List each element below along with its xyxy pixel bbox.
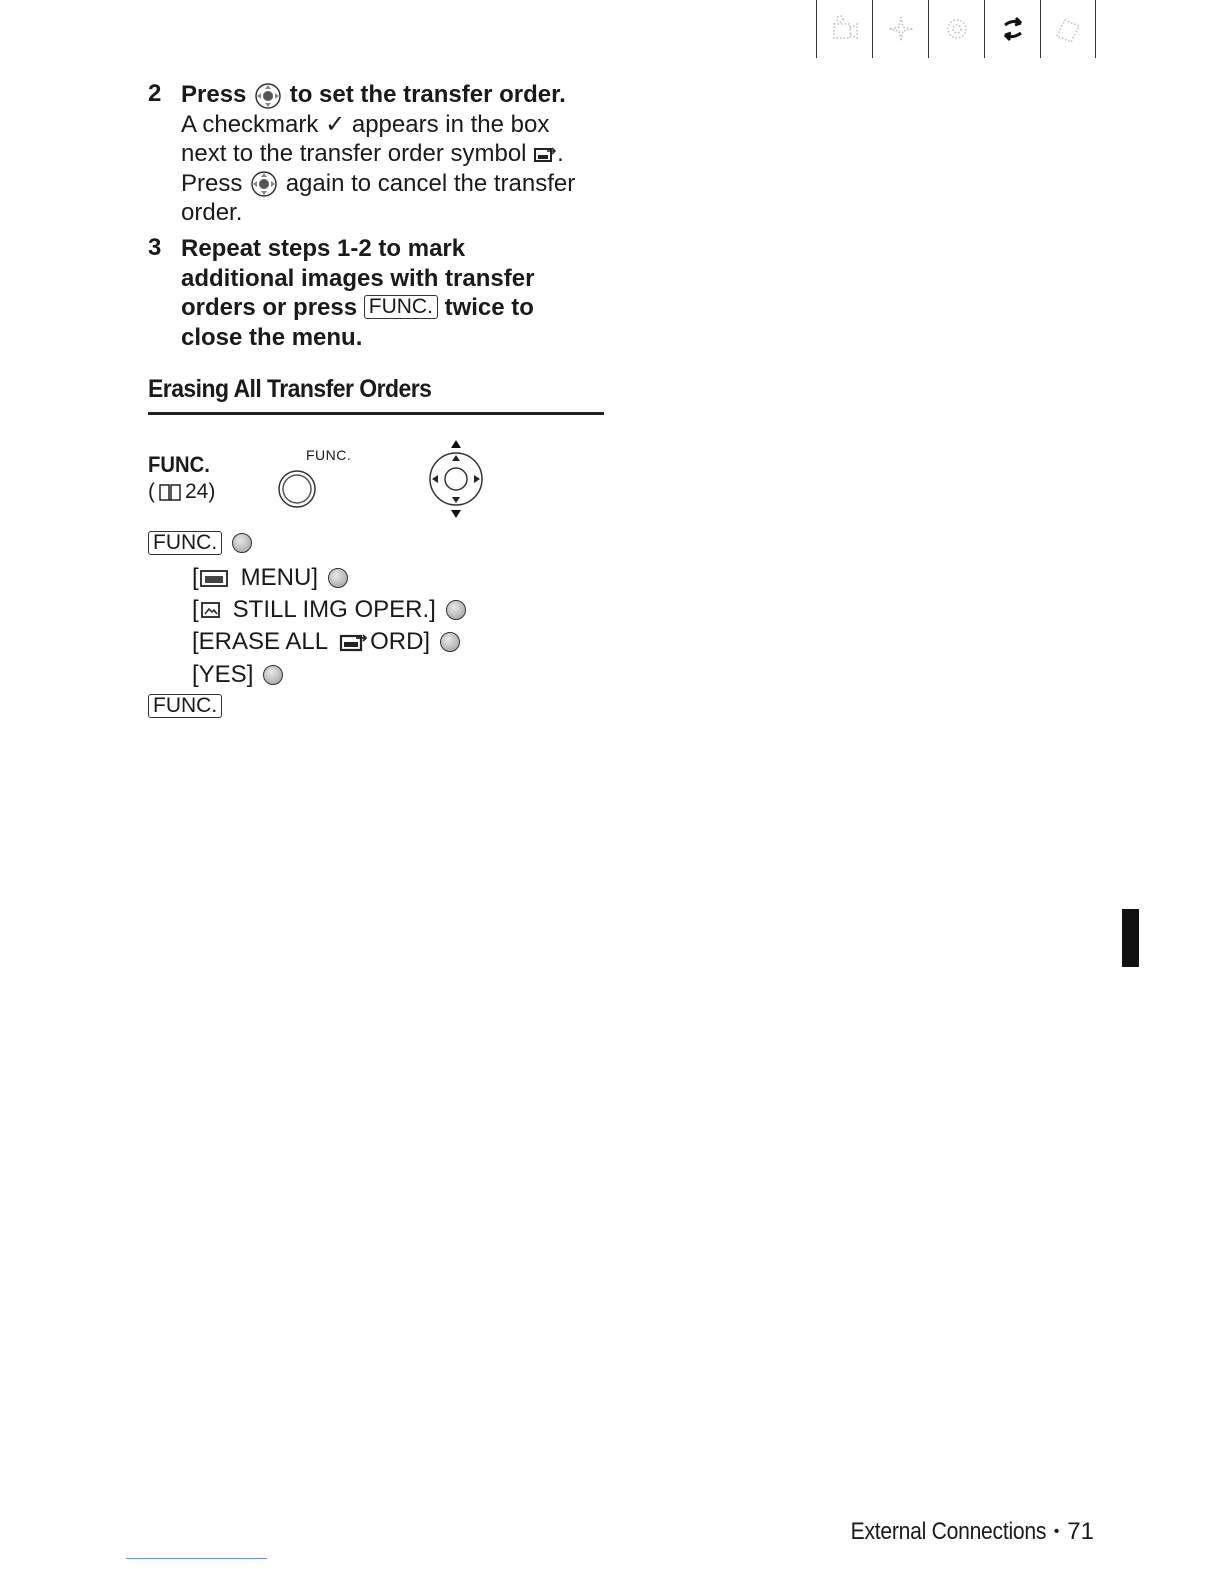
menu-icon: [199, 567, 231, 589]
step-text: [181, 169, 618, 199]
func-label: FUNC.: [148, 452, 210, 477]
step-3: [148, 234, 618, 352]
chapter-thumb-marker: [1122, 909, 1139, 967]
page-reference: [148, 480, 215, 504]
func-button-caption: FUNC.: [306, 447, 352, 463]
book-icon: [158, 482, 182, 502]
footer-line: [126, 1558, 267, 1559]
section-title: Erasing All Transfer Orders: [148, 375, 432, 403]
sequence-row: [192, 595, 466, 625]
step-heading: [181, 293, 618, 323]
page-number: 71: [1067, 1518, 1094, 1545]
footer-section-name: External Connections: [850, 1518, 1046, 1545]
step-number: 2: [148, 80, 162, 107]
set-joystick-icon: [328, 568, 348, 588]
step-heading: additional images with transfer: [181, 264, 535, 292]
step-text: [181, 110, 618, 140]
sequence-row: [192, 660, 283, 690]
sequence-row: [192, 627, 460, 657]
text: appears in the box: [351, 110, 550, 138]
set-button-icon: [249, 170, 279, 198]
tab-movie: [816, 0, 872, 58]
text: 24): [185, 480, 216, 503]
transfer-order-icon: [338, 630, 368, 654]
text: (: [148, 480, 155, 503]
step-text: [181, 139, 618, 169]
step-heading-part: Press: [181, 81, 247, 108]
text: A checkmark: [181, 110, 319, 138]
tab-external: [984, 0, 1040, 58]
menu-label: STILL IMG OPER.]: [232, 596, 436, 623]
func-key: FUNC.: [364, 295, 438, 319]
menu-label: [YES]: [192, 661, 254, 688]
text: next to the transfer order symbol: [181, 140, 527, 168]
tab-settings: [928, 0, 984, 58]
func-key: FUNC.: [148, 694, 222, 718]
set-joystick-icon: [440, 632, 460, 652]
footer-bullet: •: [1053, 1523, 1060, 1540]
transfer-order-icon: [533, 145, 557, 165]
step-heading: Repeat steps 1-2 to mark: [181, 235, 466, 262]
step-heading: [181, 80, 618, 110]
menu-label: MENU]: [240, 564, 319, 591]
text: [: [192, 564, 199, 591]
text: again to cancel the transfer: [285, 169, 576, 197]
step-number: 3: [148, 234, 162, 261]
movie-camera-icon: [828, 12, 862, 46]
text: orders or press: [181, 294, 358, 321]
set-button-icon: [253, 82, 283, 110]
sequence-row: [148, 694, 222, 718]
transfer-arrows-icon: [996, 12, 1030, 46]
step-2: [148, 80, 618, 228]
checkmark-icon: ✓: [325, 110, 346, 138]
text: twice to: [444, 294, 534, 321]
gear-icon: [940, 12, 974, 46]
tab-card: [1040, 0, 1096, 58]
memory-card-icon: [1051, 12, 1085, 46]
set-joystick-icon: [446, 600, 466, 620]
step-heading-part: to set the transfer order.: [289, 81, 566, 108]
menu-label: [ERASE ALL: [192, 628, 329, 655]
menu-label: ORD]: [370, 628, 431, 655]
chapter-tabs: [816, 0, 1096, 58]
func-key: FUNC.: [148, 531, 222, 555]
sequence-row: [192, 563, 348, 593]
tab-sparkle: [872, 0, 928, 58]
text: .: [557, 140, 564, 168]
text: [: [192, 596, 199, 623]
page-footer: [824, 1518, 1094, 1546]
sparkle-icon: [884, 12, 918, 46]
set-joystick-icon: [263, 665, 283, 685]
text: Press: [181, 169, 243, 197]
step-heading: close the menu.: [181, 323, 363, 351]
func-button-icon: [277, 469, 317, 509]
joystick-icon: [426, 440, 486, 520]
step-text: order.: [181, 199, 243, 227]
set-joystick-icon: [232, 533, 252, 553]
still-image-icon: [199, 598, 223, 622]
sequence-row: [148, 531, 252, 555]
section-divider: [148, 412, 604, 415]
